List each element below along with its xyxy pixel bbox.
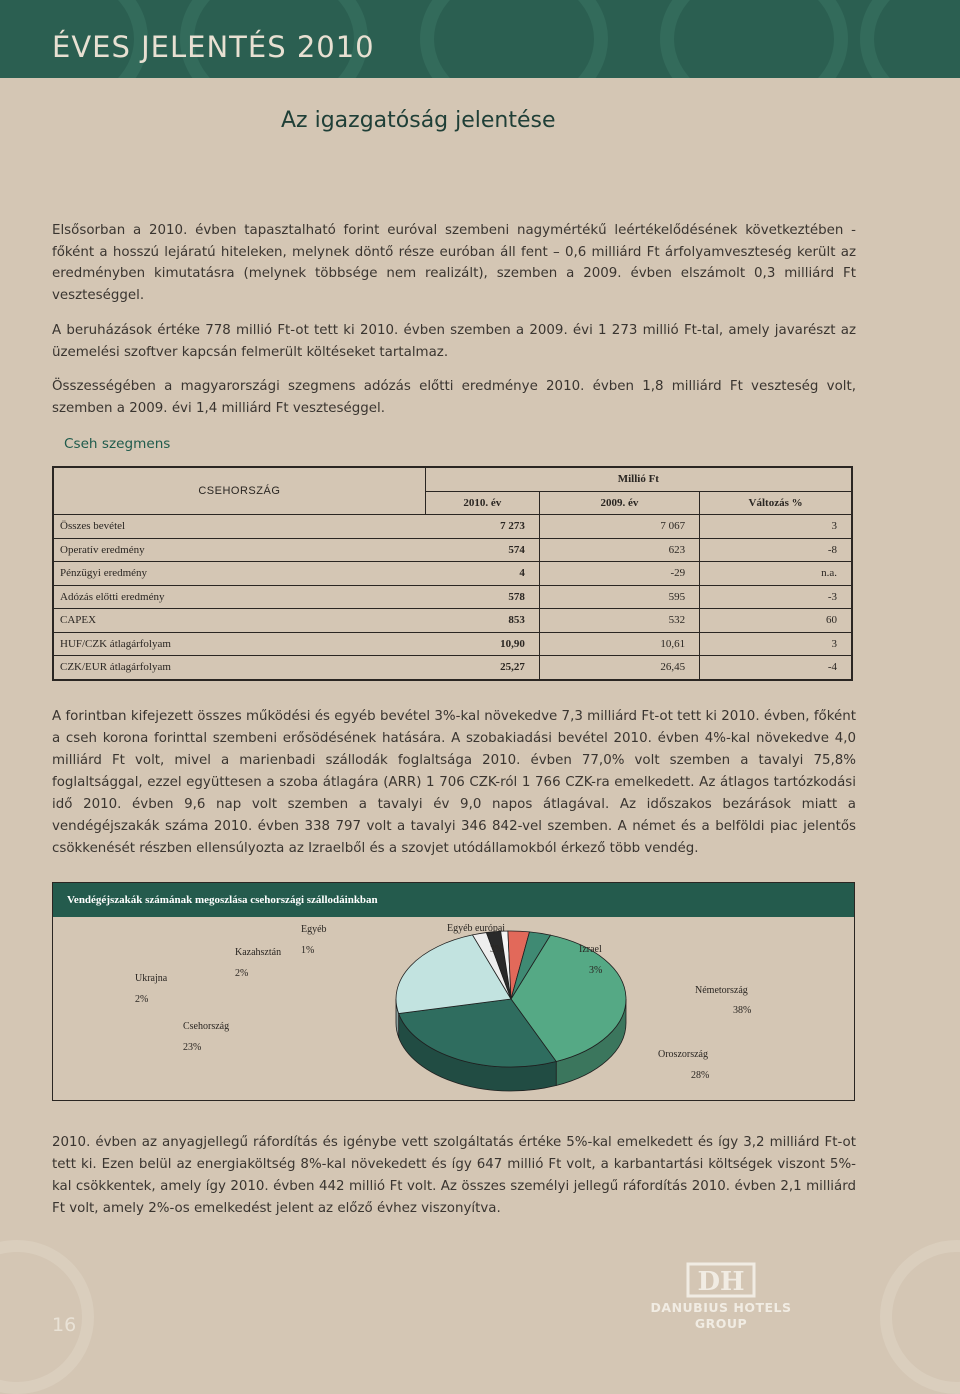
table-cell: 532: [539, 609, 699, 633]
pie-slice-value: 28%: [691, 1070, 710, 1081]
table-cell: 574: [425, 538, 539, 562]
document-title: ÉVES JELENTÉS 2010: [52, 30, 375, 64]
table-cell: 3: [700, 632, 852, 656]
table-cell: 3: [700, 515, 852, 539]
paragraph-czech-revenue: A forintban kifejezett összes működési és egyéb bevétel 3%-kal növekedve 7,3 milliárd Ft-ot tett ki 2010. évben, főként a cseh korona forinttal szembeni erősödésének hatására. A szobakiadási bevétel 2010. évben 4%-kal növekedve 4,0 milliárd Ft volt, mivel a marienbadi szállodák foglaltsága 2010. évben 77,0% volt szemben a tavalyi 75,8% foglaltsággal, ezzel együttesen a szoba átlagára (ARR) 1 706 CZK-ról 1 766 CZK-ra emelkedett. Az átlagos tartózkodási idő 2010. évben 9,6 nap volt szemben a tavalyi év 9,0 napos átlagával. Az időszakos bezárások miatt a vendégéjszakák száma 2010. évben 338 797 volt a tavalyi 346 842-vel szemben. A német és a belföldi piac jelentős csökkenését részben ellensúlyozta az Izraelből és a szovjet utódállamokból érkező több vendég.: [52, 709, 856, 856]
ornament: [420, 0, 608, 78]
table-cell: 623: [539, 538, 699, 562]
paragraph-fx-loss: Elsősorban a 2010. évben tapasztalható forint euróval szembeni nagymértékű leértékelődésének következtében - főként a hosszú lejáratú hiteleken, melynek döntő része euróban áll fent – 0,6 milliárd Ft árfolyamveszteség került az eredményben kimutatásra (melynek többsége nem realizált), szemben a 2009. évben elszámolt 0,3 milliárd Ft veszteséggel.: [52, 223, 856, 303]
pie-slice-label: Németország: [695, 985, 748, 996]
table-row-label: Pénzügyi eredmény: [53, 562, 425, 586]
table-cell: 578: [425, 585, 539, 609]
guest-nights-chart: [52, 882, 855, 1101]
paragraph-costs: 2010. évben az anyagjellegű ráfordítás és igénybe vett szolgáltatás értéke 5%-kal emelkedett és így 3,2 milliárd Ft-ot tett ki. Ezen belül az energiaköltség 8%-kal növekedett és így 647 millió Ft volt, a karbantartási költségek viszont 5%-kal csökkentek, amely így 2010. évben 442 millió Ft volt. Az összes személyi jellegű ráfordítás 2010. évben 2,1 milliárd Ft volt, amely 2%-os emelkedést jelent az előző évhez viszonyítva.: [52, 1135, 856, 1216]
table-cell: 10,61: [539, 632, 699, 656]
ornament: [880, 1240, 960, 1394]
pie-slice-label: Oroszország: [658, 1049, 708, 1060]
table-cell: 853: [425, 609, 539, 633]
table-cell: 25,27: [425, 656, 539, 680]
paragraph-investments: A beruházások értéke 778 millió Ft-ot tett ki 2010. évben szemben a 2009. évi 1 273 millió Ft-tal, amely javarészt az üzemelési szoftver kapcsán felmerült költéseket tartalmaz.: [52, 323, 856, 360]
table-row-label: Adózás előtti eredmény: [53, 585, 425, 609]
table-row-label: Operatív eredmény: [53, 538, 425, 562]
pie-slice-value: 23%: [183, 1042, 202, 1053]
pie-slice-value: 2%: [235, 968, 249, 979]
table-cell: 26,45: [539, 656, 699, 680]
table-row-label: HUF/CZK átlagárfolyam: [53, 632, 425, 656]
logo-line-2: GROUP: [694, 1316, 748, 1331]
table-header-col: 2009. év: [539, 491, 699, 515]
table-header-country: CSEHORSZÁG: [53, 467, 425, 515]
table-row-label: CAPEX: [53, 609, 425, 633]
table-cell: 7 273: [425, 515, 539, 539]
table-row: [53, 656, 852, 680]
pie-slice-value: 3%: [589, 965, 603, 976]
table-row: [53, 632, 852, 656]
pie-slice-value: 3%: [490, 944, 504, 955]
pie-slice-label: Izrael: [579, 944, 602, 955]
table-header-unit: Millió Ft: [425, 467, 852, 491]
logo-mark-text: DH: [697, 1267, 745, 1297]
pie-slice-label: Kazahsztán: [235, 947, 282, 958]
czech-segment-table: [52, 466, 853, 681]
table-row: [53, 515, 852, 539]
table-cell: -8: [700, 538, 852, 562]
dh-logo-mark-icon: [628, 1262, 814, 1298]
subhead-czech-segment: Cseh szegmens: [64, 436, 171, 452]
table-cell: 60: [700, 609, 852, 633]
logo-line-1: DANUBIUS HOTELS: [650, 1300, 792, 1315]
table-cell: 7 067: [539, 515, 699, 539]
table-row: [53, 562, 852, 586]
page-number: 16: [52, 1314, 77, 1336]
table-body: [53, 515, 852, 680]
danubius-logo: [628, 1262, 814, 1332]
table-cell: 10,90: [425, 632, 539, 656]
table-row: [53, 538, 852, 562]
pie-slice-value: 38%: [733, 1005, 752, 1016]
table-cell: 595: [539, 585, 699, 609]
table-row-label: Összes bevétel: [53, 515, 425, 539]
table-row: [53, 609, 852, 633]
table-cell: -29: [539, 562, 699, 586]
section-title: Az igazgatóság jelentése: [281, 108, 556, 133]
ornament: [660, 0, 848, 78]
table-header-col: 2010. év: [425, 491, 539, 515]
pie-slice-value: 2%: [135, 994, 149, 1005]
pie-chart: [53, 917, 854, 1100]
ornament: [0, 1240, 94, 1394]
pie-slice-value: 1%: [301, 945, 315, 956]
ornament: [860, 0, 960, 78]
pie-slice-label: Egyéb: [301, 924, 327, 935]
table-cell: n.a.: [700, 562, 852, 586]
table-row-label: CZK/EUR átlagárfolyam: [53, 656, 425, 680]
table-header-col: Változás %: [700, 491, 852, 515]
table-cell: 4: [425, 562, 539, 586]
table-row: [53, 585, 852, 609]
table-cell: -3: [700, 585, 852, 609]
pie-slice-label: Csehország: [183, 1021, 230, 1032]
table-cell: -4: [700, 656, 852, 680]
pie-slice-label: Egyéb európai: [447, 923, 506, 934]
paragraph-hungary-result: Összességében a magyarországi szegmens adózás előtti eredménye 2010. évben 1,8 milliárd Ft veszteség volt, szemben a 2009. évi 1,4 milliárd Ft veszteséggel.: [52, 379, 856, 416]
chart-title: Vendégéjszakák számának megoszlása csehországi szállodáinkban: [53, 883, 854, 917]
pie-slice-label: Ukrajna: [135, 973, 168, 984]
